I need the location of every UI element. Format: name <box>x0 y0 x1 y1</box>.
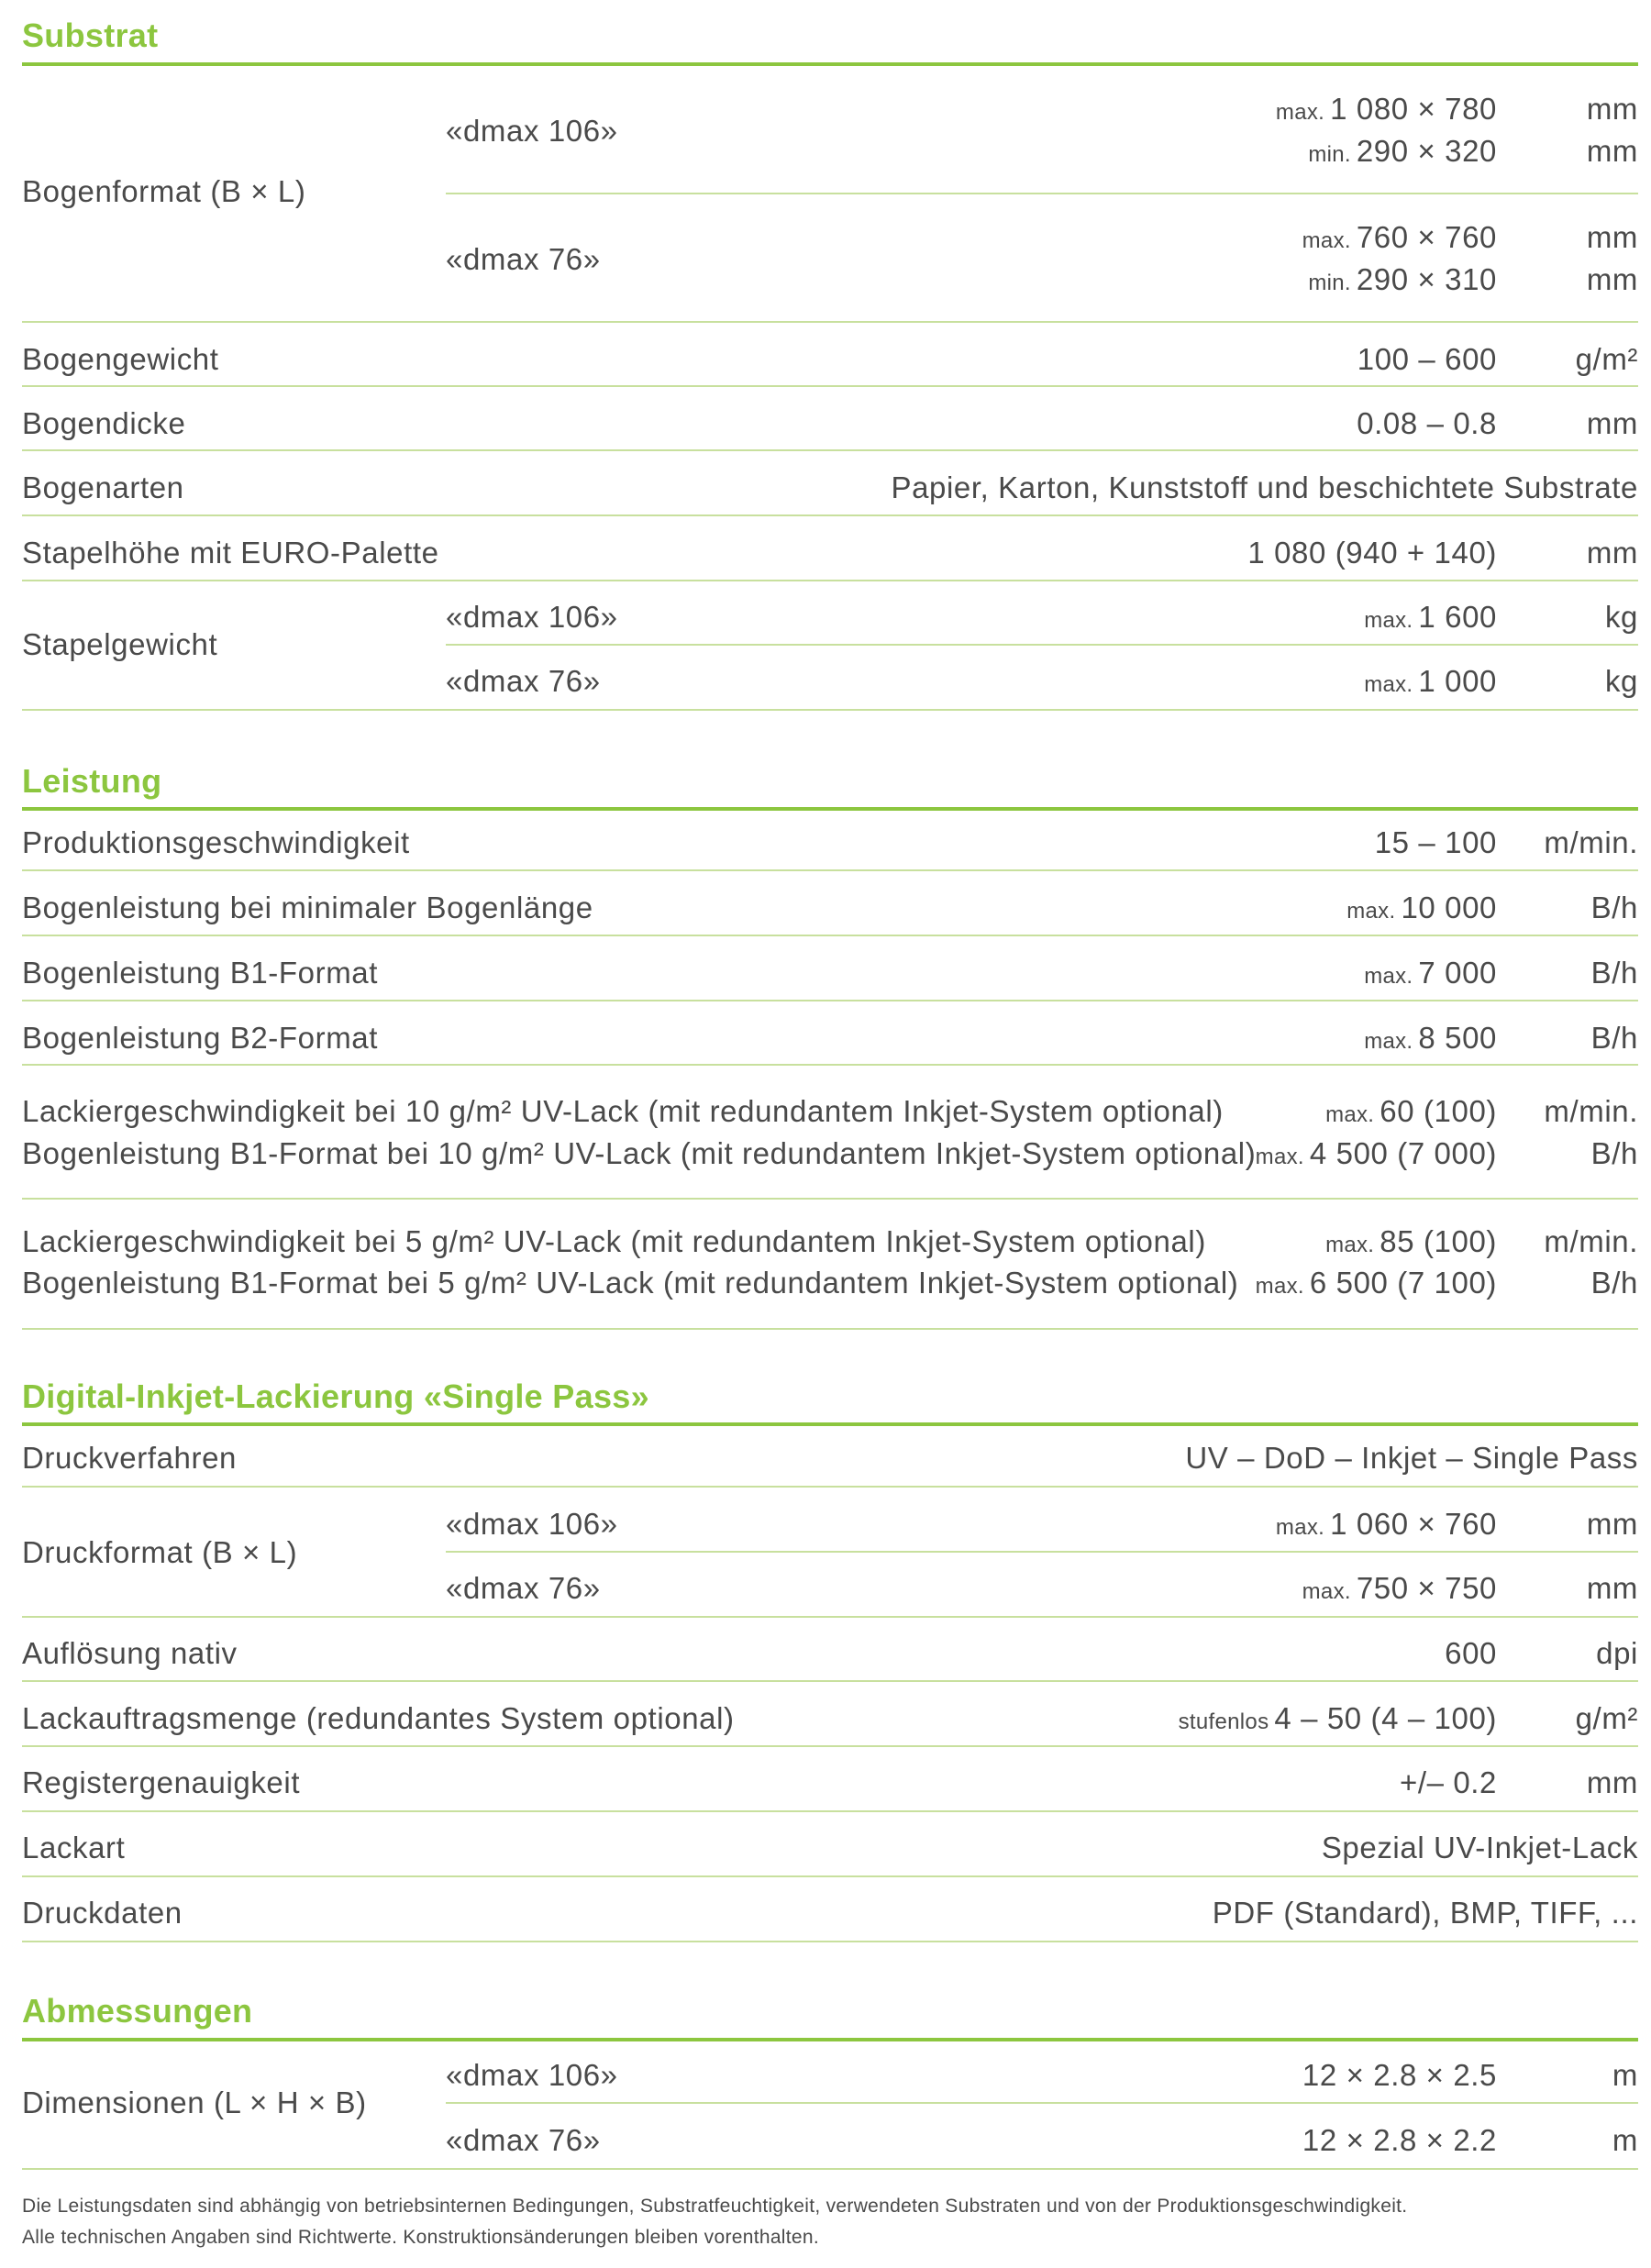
row-rule <box>22 1198 1638 1200</box>
spec-value: 0.08 – 0.8 <box>1357 406 1497 440</box>
row-rule <box>22 1064 1638 1066</box>
row-label: Lackart <box>22 1831 126 1864</box>
row-label: Stapelhöhe mit EURO-Palette <box>22 536 439 570</box>
model-label: «dmax 106» <box>446 1507 618 1541</box>
spec-unit: mm <box>1586 536 1638 570</box>
spec-value: max. 760 × 760 <box>1302 220 1497 254</box>
row-rule <box>22 709 1638 711</box>
footnote-line: Alle technischen Angaben sind Richtwerte. Konstruktionsänderungen bleiben vorenthalten. <box>22 2227 819 2248</box>
spec-unit: kg <box>1604 664 1638 698</box>
spec-unit: mm <box>1586 92 1638 126</box>
spec-unit: B/h <box>1590 1136 1638 1170</box>
spec-value: Spezial UV-Inkjet-Lack <box>1321 1831 1638 1864</box>
spec-value: 12 × 2.8 × 2.2 <box>1302 2123 1497 2157</box>
spec-value: max. 4 500 (7 000) <box>1255 1136 1497 1170</box>
spec-unit: B/h <box>1590 956 1638 990</box>
spec-unit: mm <box>1586 262 1638 296</box>
section-heading-substrat: Substrat <box>22 17 159 54</box>
spec-unit: mm <box>1586 134 1638 168</box>
spec-unit: B/h <box>1590 1021 1638 1055</box>
spec-value: 15 – 100 <box>1374 825 1497 859</box>
row-label: Druckformat (B × L) <box>22 1535 298 1569</box>
row-label: Registergenauigkeit <box>22 1765 301 1799</box>
row-label: Bogenleistung B1-Format <box>22 956 378 990</box>
row-rule <box>22 869 1638 871</box>
row-label: Lackiergeschwindigkeit bei 5 g/m² UV-Lack (mit redundantem Inkjet-System optional) <box>22 1224 1206 1258</box>
spec-unit: mm <box>1586 1571 1638 1605</box>
spec-value: max. 10 000 <box>1346 891 1497 924</box>
section-heading-abmessungen: Abmessungen <box>22 1992 253 2030</box>
row-rule <box>22 1941 1638 1942</box>
spec-value: max. 1 080 × 780 <box>1275 92 1497 126</box>
model-label: «dmax 76» <box>446 242 601 276</box>
spec-value: max. 1 000 <box>1364 664 1497 698</box>
row-label: Bogenformat (B × L) <box>22 174 306 208</box>
spec-value: 12 × 2.8 × 2.5 <box>1302 2058 1497 2092</box>
row-label: Produktionsgeschwindigkeit <box>22 825 410 859</box>
footnote-line: Die Leistungsdaten sind abhängig von betriebsinternen Bedingungen, Substratfeuchtigkeit, verwendeten Substraten und von der Produktionsgeschwindigkeit. <box>22 2196 1408 2217</box>
spec-unit: B/h <box>1590 1266 1638 1300</box>
row-label: Lackiergeschwindigkeit bei 10 g/m² UV-Lack (mit redundantem Inkjet-System optional) <box>22 1094 1224 1128</box>
row-rule <box>22 580 1638 581</box>
row-label: Druckdaten <box>22 1896 183 1930</box>
section-rule <box>22 1422 1638 1426</box>
row-rule <box>22 1875 1638 1877</box>
spec-value: max. 1 060 × 760 <box>1275 1507 1497 1541</box>
model-label: «dmax 76» <box>446 1571 601 1605</box>
row-rule <box>22 1680 1638 1682</box>
spec-unit: m/min. <box>1544 825 1638 859</box>
spec-unit: g/m² <box>1575 342 1638 376</box>
model-label: «dmax 76» <box>446 2123 601 2157</box>
section-heading-inkjet: Digital-Inkjet-Lackierung «Single Pass» <box>22 1377 649 1415</box>
row-label: Bogenleistung bei minimaler Bogenlänge <box>22 891 593 924</box>
spec-value: min. 290 × 320 <box>1308 134 1497 168</box>
row-label: Bogendicke <box>22 406 186 440</box>
row-rule <box>22 1328 1638 1330</box>
row-rule <box>22 449 1638 451</box>
row-label: Bogenleistung B1-Format bei 10 g/m² UV-Lack (mit redundantem Inkjet-System optional) <box>22 1136 1257 1170</box>
row-label: Stapelgewicht <box>22 627 218 661</box>
spec-unit: m <box>1612 2123 1638 2157</box>
section-rule <box>22 807 1638 811</box>
row-rule <box>22 321 1638 323</box>
spec-value: +/– 0.2 <box>1399 1765 1497 1799</box>
section-heading-leistung: Leistung <box>22 762 162 800</box>
section-rule <box>22 62 1638 66</box>
row-rule <box>22 385 1638 387</box>
spec-unit: mm <box>1586 406 1638 440</box>
spec-value: max. 85 (100) <box>1325 1224 1497 1258</box>
spec-value: max. 6 500 (7 100) <box>1255 1266 1497 1300</box>
spec-unit: g/m² <box>1575 1701 1638 1735</box>
spec-value: stufenlos 4 – 50 (4 – 100) <box>1178 1701 1497 1735</box>
row-rule <box>22 1616 1638 1618</box>
row-rule <box>22 514 1638 516</box>
spec-unit: kg <box>1604 600 1638 634</box>
spec-unit: mm <box>1586 1765 1638 1799</box>
spec-value: max. 1 600 <box>1364 600 1497 634</box>
sub-rule <box>446 2102 1638 2104</box>
row-label: Bogenarten <box>22 470 184 504</box>
spec-unit: m/min. <box>1544 1224 1638 1258</box>
spec-value: max. 7 000 <box>1364 956 1497 990</box>
model-label: «dmax 76» <box>446 664 601 698</box>
row-rule <box>22 935 1638 936</box>
spec-value: 100 – 600 <box>1357 342 1497 376</box>
spec-value: UV – DoD – Inkjet – Single Pass <box>1185 1441 1638 1475</box>
spec-unit: B/h <box>1590 891 1638 924</box>
spec-unit: m <box>1612 2058 1638 2092</box>
model-label: «dmax 106» <box>446 2058 618 2092</box>
spec-value: Papier, Karton, Kunststoff und beschichtete Substrate <box>891 470 1638 504</box>
row-rule <box>22 1745 1638 1747</box>
model-label: «dmax 106» <box>446 600 618 634</box>
spec-value: max. 750 × 750 <box>1302 1571 1497 1605</box>
spec-value: 1 080 (940 + 140) <box>1247 536 1497 570</box>
row-rule <box>22 1810 1638 1812</box>
sub-rule <box>446 1551 1638 1553</box>
spec-unit: dpi <box>1596 1636 1638 1670</box>
section-rule <box>22 2038 1638 2041</box>
row-rule <box>22 2168 1638 2170</box>
spec-value: max. 60 (100) <box>1325 1094 1497 1128</box>
row-label: Bogenleistung B2-Format <box>22 1021 378 1055</box>
spec-unit: mm <box>1586 1507 1638 1541</box>
row-label: Dimensionen (L × H × B) <box>22 2085 367 2119</box>
row-label: Lackauftragsmenge (redundantes System optional) <box>22 1701 735 1735</box>
sub-rule <box>446 193 1638 194</box>
row-rule <box>22 1486 1638 1488</box>
row-label: Bogengewicht <box>22 342 219 376</box>
spec-unit: mm <box>1586 220 1638 254</box>
model-label: «dmax 106» <box>446 114 618 148</box>
spec-value: 600 <box>1445 1636 1497 1670</box>
row-label: Bogenleistung B1-Format bei 5 g/m² UV-Lack (mit redundantem Inkjet-System optional) <box>22 1266 1239 1300</box>
row-label: Druckverfahren <box>22 1441 237 1475</box>
spec-value: max. 8 500 <box>1364 1021 1497 1055</box>
sub-rule <box>446 644 1638 646</box>
spec-unit: m/min. <box>1544 1094 1638 1128</box>
spec-value: min. 290 × 310 <box>1308 262 1497 296</box>
row-rule <box>22 1000 1638 1001</box>
row-label: Auflösung nativ <box>22 1636 238 1670</box>
spec-value: PDF (Standard), BMP, TIFF, ... <box>1212 1896 1638 1930</box>
